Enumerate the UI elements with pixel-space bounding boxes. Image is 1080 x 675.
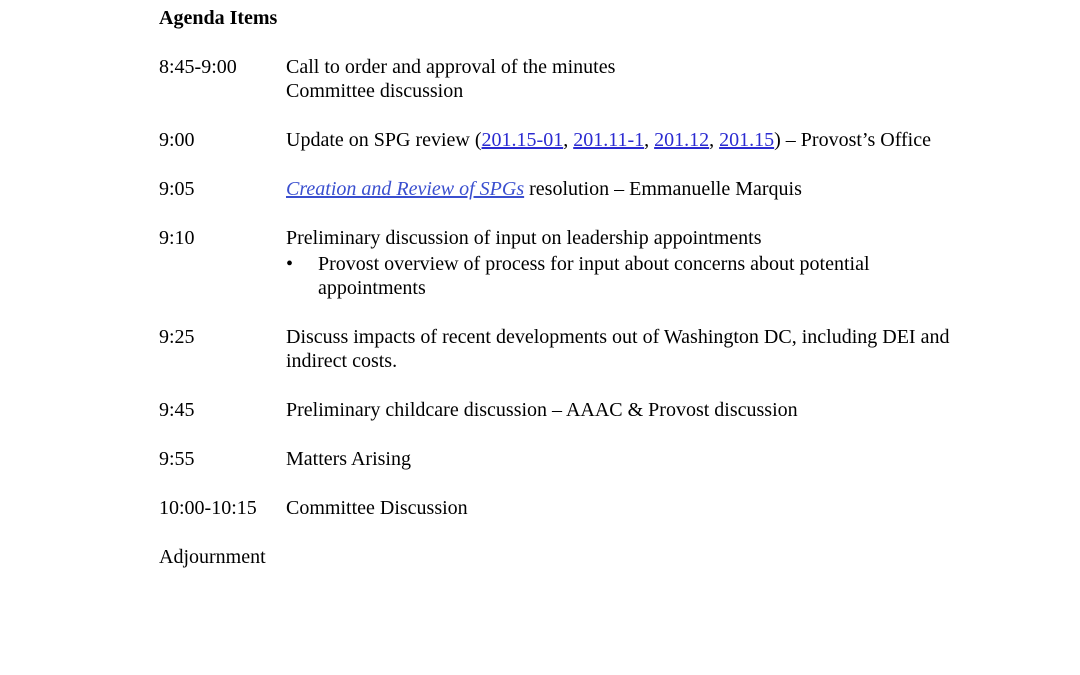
agenda-text: Committee discussion	[286, 80, 464, 102]
agenda-body	[286, 496, 1019, 520]
agenda-body	[286, 55, 1019, 103]
agenda-text: Committee Discussion	[286, 497, 468, 519]
agenda-text: Preliminary childcare discussion – AAAC & Provost discussion	[286, 399, 798, 421]
agenda-text: Preliminary discussion of input on leadership appointments	[286, 227, 762, 249]
agenda-time: 9:10	[159, 227, 195, 249]
agenda-page	[159, 6, 1019, 569]
spg-link-201-12[interactable]: 201.12	[654, 129, 710, 151]
agenda-time: 9:25	[159, 326, 195, 348]
agenda-body	[286, 226, 1019, 300]
agenda-body	[286, 398, 1019, 422]
agenda-text: ) – Provost’s Office	[774, 129, 931, 151]
agenda-text: Call to order and approval of the minutes	[286, 56, 616, 78]
agenda-item-0910	[159, 226, 1019, 300]
agenda-body	[286, 128, 1019, 152]
agenda-item-0945	[159, 398, 1019, 422]
spg-link-201-15[interactable]: 201.15	[719, 129, 775, 151]
agenda-item-0955	[159, 447, 1019, 471]
agenda-body	[286, 325, 976, 373]
agenda-time: 10:00-10:15	[159, 497, 257, 519]
agenda-text: Discuss impacts of recent developments out of Washington DC, including DEI and indirect costs.	[286, 326, 950, 372]
agenda-body	[286, 177, 1019, 201]
bullet-icon: •	[286, 253, 294, 275]
spg-link-201-15-01[interactable]: 201.15-01	[481, 129, 564, 151]
agenda-item-0900	[159, 128, 1019, 152]
adjournment: Adjournment	[159, 546, 266, 568]
creation-review-spgs-link[interactable]: Creation and Review of SPGs	[286, 178, 525, 200]
agenda-item-0845	[159, 55, 1019, 103]
agenda-body	[286, 447, 1019, 471]
spg-link-201-11-1[interactable]: 201.11-1	[573, 129, 645, 151]
agenda-time: 9:05	[159, 178, 195, 200]
agenda-text: Update on SPG review (	[286, 129, 482, 151]
agenda-time: 9:45	[159, 399, 195, 421]
link-separator: ,	[644, 129, 655, 151]
link-separator: ,	[563, 129, 574, 151]
bullet-text: Provost overview of process for input about concerns about potential appointments	[318, 253, 870, 299]
agenda-item-0905	[159, 177, 1019, 201]
agenda-text: resolution – Emmanuelle Marquis	[524, 178, 802, 200]
agenda-item-1000	[159, 496, 1019, 520]
agenda-item-0925	[159, 325, 1019, 373]
agenda-time: 9:00	[159, 129, 195, 151]
bullet-item	[286, 252, 1019, 300]
agenda-text: Matters Arising	[286, 448, 411, 470]
agenda-time: 8:45-9:00	[159, 56, 237, 78]
agenda-heading: Agenda Items	[159, 7, 278, 29]
agenda-time: 9:55	[159, 448, 195, 470]
link-separator: ,	[709, 129, 720, 151]
